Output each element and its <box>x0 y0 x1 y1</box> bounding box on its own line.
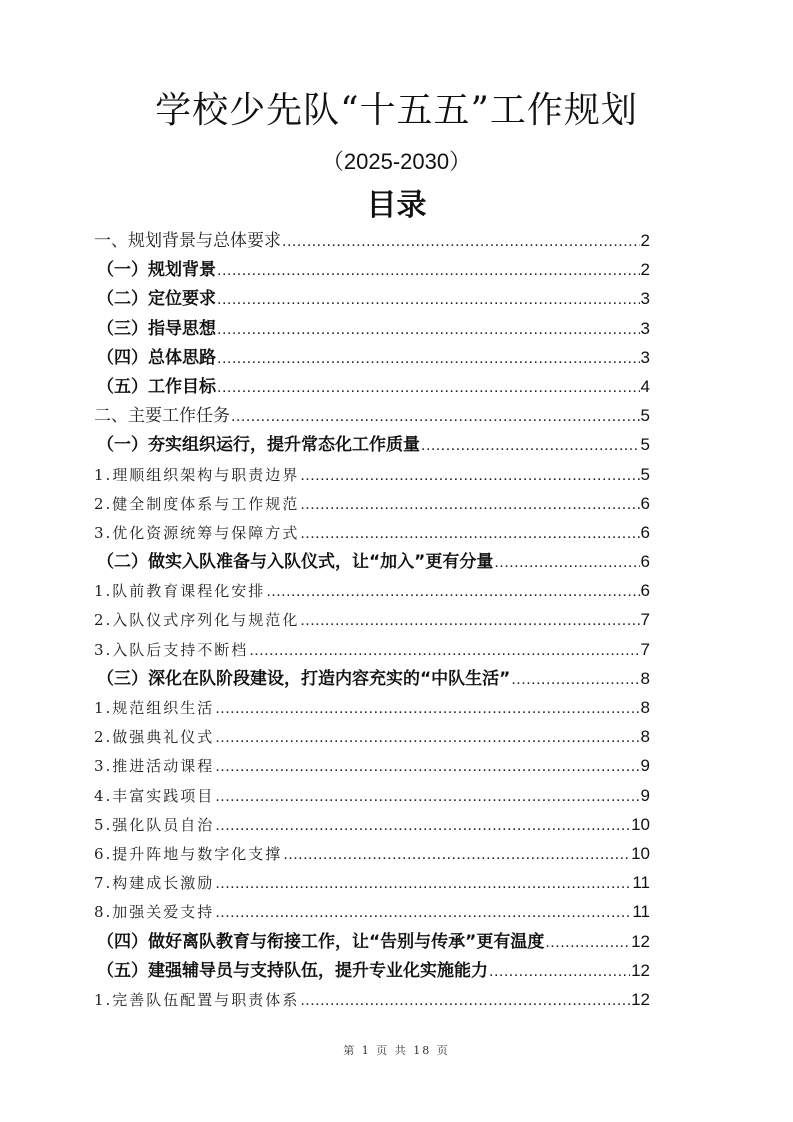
dot-leader <box>217 373 640 402</box>
toc-entry-page-number[interactable]: 9 <box>640 785 650 805</box>
toc-entry-label[interactable]: （三）指导思想 <box>97 318 216 339</box>
dot-leader <box>215 869 631 898</box>
toc-entry-page-number[interactable]: 12 <box>631 989 650 1009</box>
toc-entry-label[interactable]: 1.规范组织生活 <box>94 699 215 717</box>
toc-entry[interactable] <box>94 897 650 926</box>
toc-entry[interactable] <box>94 518 650 547</box>
document-title: 学校少先队“十五五”工作规划 <box>155 90 638 131</box>
toc-entry[interactable] <box>94 751 650 780</box>
dot-leader <box>217 285 640 314</box>
toc-entry-label[interactable]: 3.入队后支持不断档 <box>94 640 249 659</box>
toc-entry[interactable] <box>94 576 650 605</box>
toc-entry-label[interactable]: （四）做好离队教育与衔接工作，让“告别与传承”更有温度 <box>97 931 545 952</box>
dot-leader <box>215 782 639 811</box>
toc-entry-label[interactable]: 7.构建成长激励 <box>94 874 215 893</box>
dot-leader <box>215 898 631 927</box>
dot-leader <box>511 665 639 694</box>
toc-entry-page-number[interactable]: 9 <box>640 756 650 776</box>
toc-entry[interactable] <box>94 664 650 693</box>
toc-entry[interactable] <box>94 460 650 489</box>
dot-leader <box>300 606 639 635</box>
toc-entry-label[interactable]: 1.理顺组织架构与职责边界 <box>94 465 300 484</box>
toc-entry-page-number[interactable]: 6 <box>640 493 650 513</box>
toc-entry-label[interactable]: （一）规划背景 <box>97 260 216 281</box>
toc-entry-page-number[interactable]: 7 <box>640 610 650 630</box>
toc-entry-label[interactable]: 1.队前教育课程化安排 <box>94 582 266 601</box>
dot-leader <box>494 548 639 577</box>
toc-entry-label[interactable]: 一、规划背景与总体要求 <box>94 231 281 251</box>
toc-entry-page-number[interactable]: 11 <box>632 902 650 922</box>
document-subtitle: （2025-2030） <box>321 149 472 174</box>
toc-entry[interactable] <box>94 401 650 430</box>
toc-entry-label[interactable]: 2.入队仪式序列化与规范化 <box>94 611 300 630</box>
toc-entry-label[interactable]: 1.完善队伍配置与职责体系 <box>94 990 300 1009</box>
dot-leader <box>249 636 639 665</box>
dot-leader <box>300 490 639 519</box>
toc-entry-page-number[interactable]: 2 <box>640 260 650 280</box>
page-footer: 第 1 页 共 18 页 <box>343 1044 450 1057</box>
toc-entry[interactable] <box>94 226 650 255</box>
toc-entry-page-number[interactable]: 10 <box>631 843 650 863</box>
toc-entry-page-number[interactable]: 3 <box>640 318 650 338</box>
toc-entry-page-number[interactable]: 10 <box>631 814 650 834</box>
toc-entry-label[interactable]: 4.丰富实践项目 <box>94 786 215 805</box>
dot-leader <box>489 957 630 986</box>
dot-leader <box>283 840 630 869</box>
toc-entry-label[interactable]: （二）做实入队准备与入队仪式，让“加入”更有分量 <box>97 552 494 573</box>
toc-entry-label[interactable]: （二）定位要求 <box>97 289 216 310</box>
dot-leader <box>421 431 640 460</box>
toc-entry-page-number[interactable]: 7 <box>640 639 650 659</box>
toc-entry-page-number[interactable]: 2 <box>640 231 650 250</box>
toc-entry-label[interactable]: 8.加强关爱支持 <box>94 903 215 922</box>
toc-entry[interactable] <box>94 781 650 810</box>
toc-entry[interactable] <box>94 314 650 343</box>
toc-entry-page-number[interactable]: 3 <box>640 347 650 367</box>
dot-leader <box>300 461 639 490</box>
toc-entry-label[interactable]: 6.提升阵地与数字化支撑 <box>94 844 283 863</box>
toc-entry[interactable] <box>94 927 650 956</box>
toc-entry-page-number[interactable]: 5 <box>640 406 650 426</box>
toc-entry[interactable] <box>94 839 650 868</box>
toc-entry-label[interactable]: （五）工作目标 <box>97 376 216 397</box>
toc-entry[interactable] <box>94 868 650 897</box>
toc-entry[interactable] <box>94 956 650 985</box>
toc-entry[interactable] <box>94 343 650 372</box>
dot-leader <box>266 577 639 606</box>
toc-entry-label[interactable]: 3.推进活动课程 <box>94 757 215 776</box>
toc-entry[interactable] <box>94 693 650 722</box>
dot-leader <box>282 227 640 256</box>
toc-entry-page-number[interactable]: 5 <box>640 464 650 484</box>
dot-leader <box>217 344 640 373</box>
toc-entry-label[interactable]: （四）总体思路 <box>97 347 216 368</box>
toc-entry-page-number[interactable]: 6 <box>640 581 650 601</box>
dot-leader <box>215 811 630 840</box>
toc-entry-page-number[interactable]: 5 <box>640 435 650 455</box>
toc-entry-label[interactable]: 2.健全制度体系与工作规范 <box>94 494 300 513</box>
dot-leader <box>231 402 640 431</box>
toc-entry-page-number[interactable]: 12 <box>631 960 650 980</box>
dot-leader <box>300 986 630 1015</box>
toc-entry-page-number[interactable]: 4 <box>640 376 650 396</box>
toc-entry-page-number[interactable]: 8 <box>640 727 650 747</box>
dot-leader <box>300 519 639 548</box>
toc-entry-page-number[interactable]: 8 <box>640 698 650 717</box>
toc-entry-label[interactable]: （一）夯实组织运行，提升常态化工作质量 <box>97 435 420 456</box>
table-of-contents <box>94 226 650 1014</box>
toc-entry[interactable] <box>94 430 650 459</box>
toc-entry-page-number[interactable]: 11 <box>632 873 650 893</box>
toc-entry[interactable] <box>94 255 650 284</box>
toc-entry[interactable] <box>94 810 650 839</box>
toc-entry[interactable] <box>94 985 650 1014</box>
toc-entry-page-number[interactable]: 12 <box>631 931 650 951</box>
toc-entry[interactable] <box>94 635 650 664</box>
toc-entry[interactable] <box>94 547 650 576</box>
dot-leader <box>215 723 639 752</box>
toc-entry-page-number[interactable]: 3 <box>640 289 650 309</box>
toc-entry[interactable] <box>94 284 650 313</box>
dot-leader <box>217 315 640 344</box>
dot-leader <box>217 256 640 285</box>
toc-entry[interactable] <box>94 372 650 401</box>
toc-entry-label[interactable]: （三）深化在队阶段建设，打造内容充实的“中队生活” <box>97 668 511 689</box>
toc-entry-page-number[interactable]: 8 <box>640 668 650 688</box>
toc-entry[interactable] <box>94 605 650 634</box>
toc-entry-label[interactable]: 2.做强典礼仪式 <box>94 728 215 747</box>
toc-entry[interactable] <box>94 722 650 751</box>
dot-leader <box>215 694 639 723</box>
toc-heading: 目录 <box>366 188 427 223</box>
toc-entry-page-number[interactable]: 6 <box>640 522 650 542</box>
toc-entry-label[interactable]: （五）建强辅导员与支持队伍，提升专业化实施能力 <box>97 960 488 981</box>
toc-entry-label[interactable]: 3.优化资源统筹与保障方式 <box>94 523 300 542</box>
toc-entry-page-number[interactable]: 6 <box>640 552 650 572</box>
toc-entry[interactable] <box>94 489 650 518</box>
toc-entry-label[interactable]: 二、主要工作任务 <box>94 406 230 427</box>
dot-leader <box>545 928 630 957</box>
dot-leader <box>215 752 639 781</box>
toc-entry-label[interactable]: 5.强化队员自治 <box>94 815 215 834</box>
